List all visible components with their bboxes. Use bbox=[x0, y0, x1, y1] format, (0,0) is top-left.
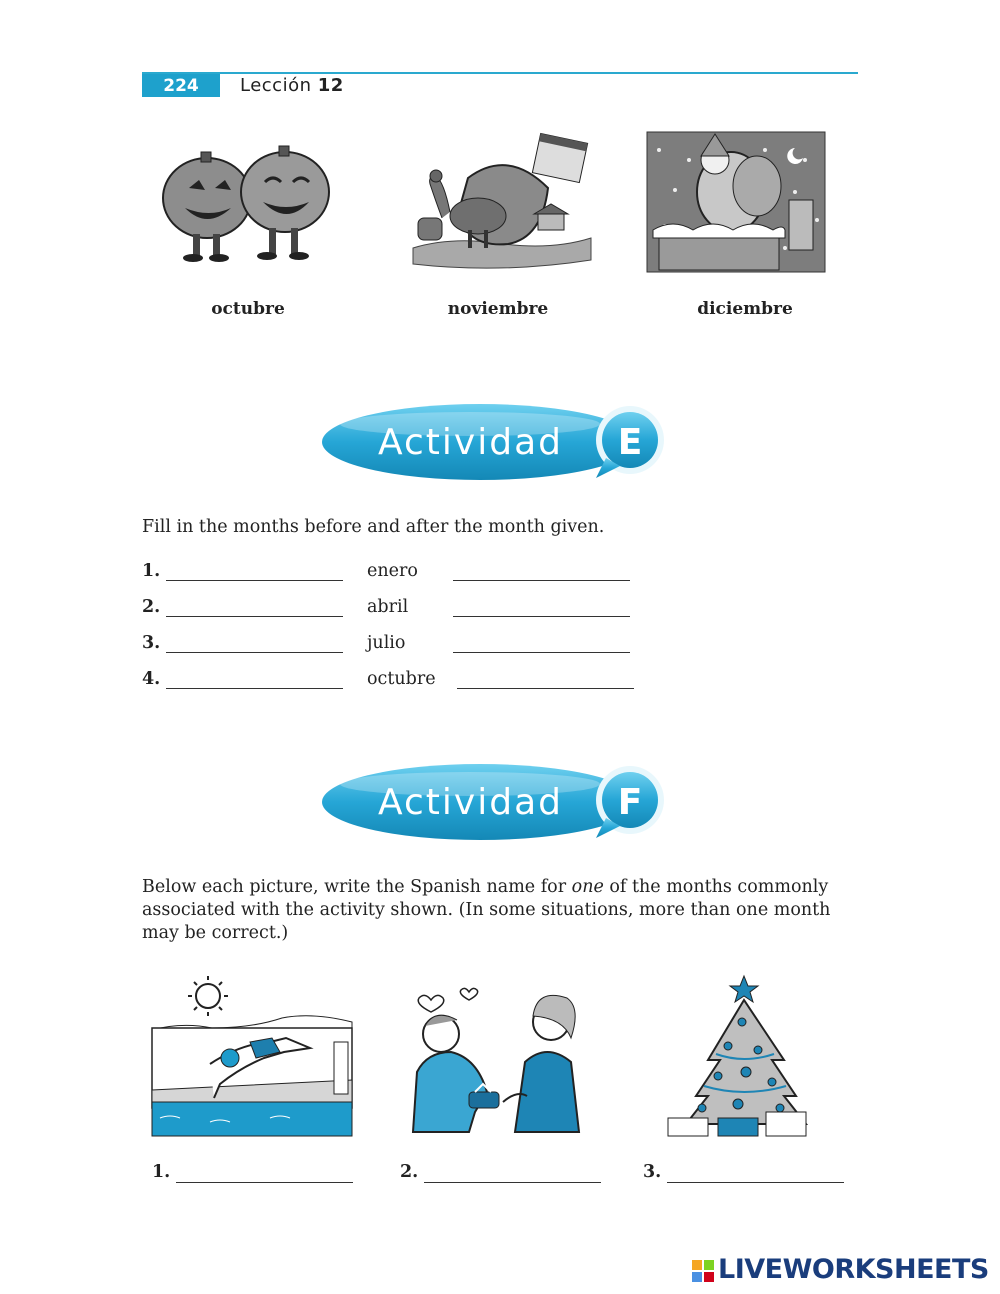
fill-row bbox=[142, 633, 662, 657]
answer-after-field[interactable] bbox=[453, 580, 630, 581]
swimmer-diving-pool-icon bbox=[150, 972, 355, 1140]
instructions-part-1: Below each picture, write the Spanish name for bbox=[142, 877, 572, 897]
given-month: abril bbox=[367, 597, 409, 617]
couple-valentine-gift-icon bbox=[405, 972, 585, 1140]
answer-field[interactable] bbox=[176, 1182, 353, 1183]
santa-claus-chimney-icon bbox=[645, 130, 830, 278]
actividad-e-banner bbox=[320, 396, 670, 488]
halloween-pumpkins-icon bbox=[155, 130, 340, 278]
answer-field[interactable] bbox=[424, 1182, 601, 1183]
actividad-f-letter: F bbox=[617, 782, 643, 823]
answer-after-field[interactable] bbox=[457, 688, 634, 689]
month-label-octubre: octubre bbox=[211, 299, 285, 319]
item-number: 3. bbox=[643, 1162, 662, 1182]
liveworksheets-cube-icon bbox=[692, 1260, 714, 1282]
month-label-diciembre: diciembre bbox=[697, 299, 793, 319]
actividad-f-word: Actividad bbox=[378, 782, 563, 823]
given-month: enero bbox=[367, 561, 418, 581]
answer-after-field[interactable] bbox=[453, 652, 630, 653]
row-number: 3. bbox=[142, 633, 161, 653]
row-number: 2. bbox=[142, 597, 161, 617]
answer-before-field[interactable] bbox=[166, 688, 343, 689]
answer-after-field[interactable] bbox=[453, 616, 630, 617]
item-number: 2. bbox=[400, 1162, 419, 1182]
actividad-f-banner bbox=[320, 756, 670, 848]
given-month: octubre bbox=[367, 669, 436, 689]
row-number: 4. bbox=[142, 669, 161, 689]
item-number: 1. bbox=[152, 1162, 171, 1182]
fill-row bbox=[142, 561, 662, 585]
lesson-number: 12 bbox=[317, 75, 344, 96]
instructions-emphasis: one bbox=[571, 877, 604, 897]
given-month: julio bbox=[367, 633, 406, 653]
brand-name: LIVEWORKSHEETS bbox=[718, 1254, 989, 1285]
instructions-part-2: of the months commonly associated with the activity shown. (In some situations, more than one month may be correct.) bbox=[142, 877, 831, 943]
answer-item bbox=[643, 1162, 853, 1188]
actividad-e-letter: E bbox=[617, 422, 643, 463]
answer-before-field[interactable] bbox=[166, 580, 343, 581]
answer-item bbox=[152, 1162, 362, 1188]
actividad-e-word: Actividad bbox=[378, 422, 563, 463]
actividad-f-instructions bbox=[142, 876, 862, 945]
actividad-e-instructions: Fill in the months before and after the month given. bbox=[142, 517, 605, 537]
liveworksheets-logo bbox=[692, 1254, 992, 1286]
row-number: 1. bbox=[142, 561, 161, 581]
month-label-noviembre: noviembre bbox=[447, 299, 549, 319]
answer-before-field[interactable] bbox=[166, 616, 343, 617]
thanksgiving-turkey-icon bbox=[408, 130, 593, 278]
lesson-title bbox=[240, 74, 344, 98]
answer-before-field[interactable] bbox=[166, 652, 343, 653]
christmas-tree-icon bbox=[662, 972, 812, 1140]
fill-row bbox=[142, 597, 662, 621]
page-number: 224 bbox=[142, 74, 220, 97]
lesson-word: Lección bbox=[240, 75, 312, 96]
answer-item bbox=[400, 1162, 610, 1188]
answer-field[interactable] bbox=[667, 1182, 844, 1183]
fill-row bbox=[142, 669, 662, 693]
